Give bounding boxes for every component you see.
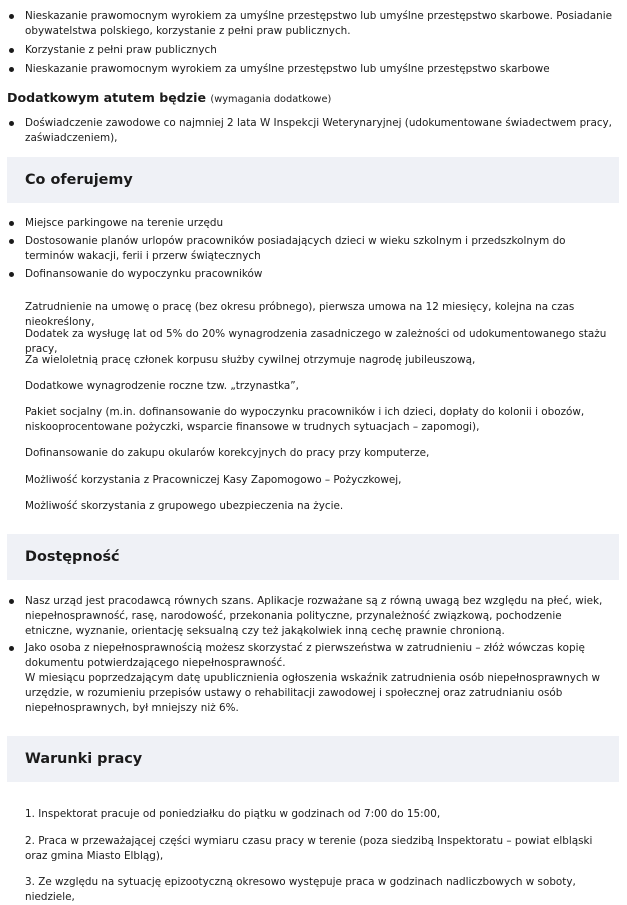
conditions-paragraph: 2. Praca w przeważającej części wymiaru czasu pracy w terenie (poza siedzibą Inspektoratu – powiat elbląski oraz gmina Miasto Elbląg),	[25, 835, 593, 862]
list-item: Dostosowanie planów urlopów pracowników posiadających dzieci w wieku szkolnym i przedszkolnym do terminów wakacji, ferii i przerw świątecznych	[0, 234, 612, 264]
list-item: Dofinansowanie do wypoczynku pracowników	[0, 267, 612, 282]
list-item: Nieskazanie prawomocnym wyrokiem za umyślne przestępstwo lub umyślne przestępstwo skarbowe	[0, 62, 612, 77]
list-item: Jako osoba z niepełnosprawnością możesz skorzystać z pierwszeństwa w zatrudnieniu – złóż wówczas kopię dokumentu potwierdzającego niepełnosprawność. W miesiącu poprzedzającym datę upublicznienia ogłoszenia wskaźnik zatrudnienia osób niepełnosprawnych w urzędzie, w rozumieniu przepisów ustawy o rehabilitacji zawodowej i społecznej oraz zatrudnianiu osób niepełnosprawnych, był mniejszy niż 6%.	[0, 641, 612, 716]
section-title: Co oferujemy	[25, 172, 133, 188]
list-item: Nasz urząd jest pracodawcą równych szans. Aplikacje rozważane są z równą uwagą bez względu na płeć, wiek, niepełnosprawność, rasę, narodowość, przekonania polityczne, przynależność związkową, pochodzenie etniczne, wyznanie, orientację seksualną czy też jakąkolwiek inną cechę prawnie chronioną.	[0, 594, 612, 639]
list-item: Miejsce parkingowe na terenie urzędu	[0, 216, 612, 231]
offer-paragraph: Możliwość skorzystania z grupowego ubezpieczenia na życie.	[25, 500, 344, 512]
section-title: Warunki pracy	[25, 751, 143, 767]
additional-list	[0, 116, 612, 146]
section-header-accessibility	[7, 534, 619, 580]
conditions-paragraph: 1. Inspektorat pracuje od poniedziałku do piątku w godzinach od 7:00 do 15:00,	[25, 808, 441, 820]
list-item: Doświadczenie zawodowe co najmniej 2 lata W Inspekcji Weterynaryjnej (udokumentowane świadectwem pracy, zaświadczeniem),	[0, 116, 612, 146]
section-header-offer	[7, 157, 619, 203]
section-title: Dostępność	[25, 549, 120, 565]
list-item: Nieskazanie prawomocnym wyrokiem za umyślne przestępstwo lub umyślne przestępstwo skarbowe. Posiadanie obywatelstwa polskiego, korzystanie z pełni praw publicznych.	[0, 9, 612, 39]
offer-paragraph: Możliwość korzystania z Pracowniczej Kasy Zapomogowo – Pożyczkowej,	[25, 474, 402, 486]
offer-paragraph: Za wieloletnią pracę członek korpusu służby cywilnej otrzymuje nagrodę jubileuszową,	[25, 354, 476, 366]
additional-heading: Dodatkowym atutem będzie (wymagania dodatkowe)	[7, 90, 332, 105]
offer-paragraph: Zatrudnienie na umowę o pracę (bez okresu próbnego), pierwsza umowa na 12 miesięcy, kolejna na czas nieokreślony,	[25, 301, 575, 328]
requirements-list	[0, 9, 612, 77]
offer-paragraph: Dofinansowanie do zakupu okularów korekcyjnych do pracy przy komputerze,	[25, 447, 430, 459]
offer-paragraph: Dodatkowe wynagrodzenie roczne tzw. „trzynastka”,	[25, 380, 299, 392]
offer-list	[0, 216, 612, 282]
conditions-paragraph: 3. Ze względu na sytuację epizootyczną okresowo występuje praca w godzinach nadliczbowych w soboty, niedziele,	[25, 876, 576, 903]
list-item: Korzystanie z pełni praw publicznych	[0, 43, 612, 58]
accessibility-list	[0, 594, 612, 716]
section-header-conditions	[7, 736, 619, 782]
offer-paragraph: Dodatek za wysługę lat od 5% do 20% wynagrodzenia zasadniczego w zależności od udokumentowanego stażu pracy,	[25, 328, 607, 355]
offer-paragraph: Pakiet socjalny (m.in. dofinansowanie do wypoczynku pracowników i ich dzieci, dopłaty do kolonii i obozów, niskooprocentowane pożyczki, wsparcie finansowe w trudnych sytuacjach – zapomogi),	[25, 406, 585, 433]
